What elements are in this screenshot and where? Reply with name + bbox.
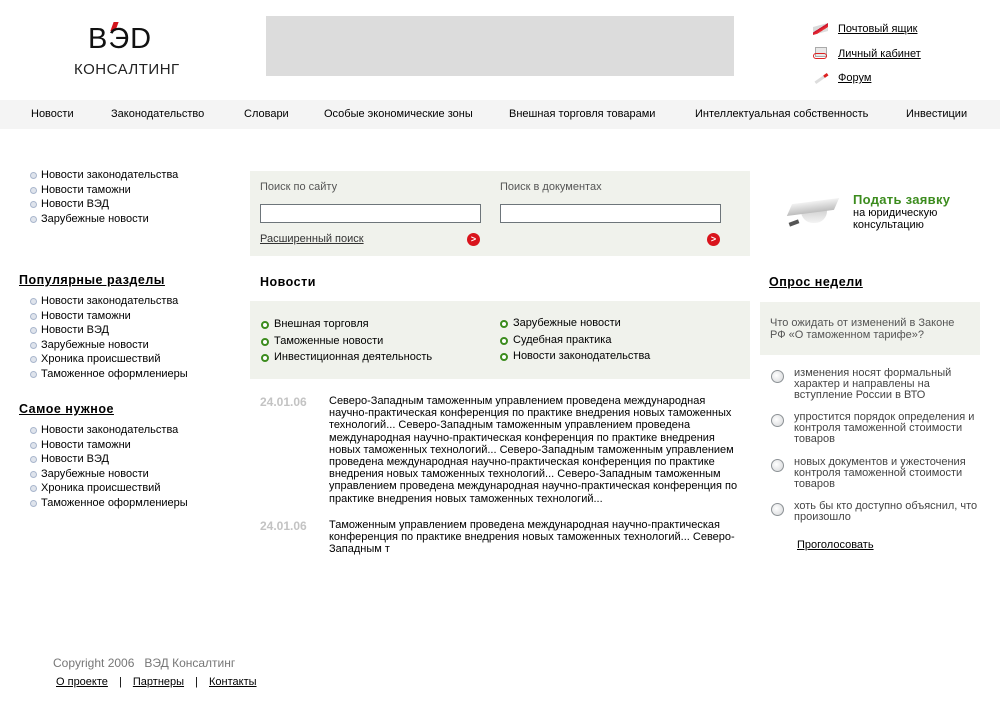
advanced-search-link[interactable]: Расширенный поиск: [260, 233, 364, 245]
news-category-link[interactable]: Новости законодательства: [513, 350, 651, 362]
poll-option-label: новых документов и ужесточения контроля таможенной стоимости товаров: [794, 456, 966, 490]
list-item: [19, 423, 188, 438]
pen-icon: [812, 71, 830, 85]
list-item: [19, 481, 188, 496]
news-categories-right: [499, 316, 650, 366]
sidebar-link[interactable]: Зарубежные новости: [41, 467, 149, 480]
nav-investments[interactable]: Инвестиции: [906, 108, 968, 120]
search-panel: [250, 171, 750, 256]
list-item: [19, 309, 188, 324]
list-item: [499, 333, 650, 350]
forum-link-row: [812, 66, 921, 91]
user-links: [812, 17, 921, 91]
separator: |: [195, 676, 198, 688]
cabinet-link-row: [812, 42, 921, 67]
list-item: [19, 367, 188, 382]
nav-foreign-trade[interactable]: Внешная торговля товарами: [509, 108, 656, 120]
docs-search: [490, 171, 720, 256]
sidebar-link[interactable]: Новости ВЭД: [41, 198, 109, 210]
footer-links: [56, 676, 257, 688]
copyright: Copyright 2006 ВЭД Консалтинг: [53, 656, 236, 670]
news-category-link[interactable]: Таможенные новости: [274, 334, 384, 347]
sidebar-link[interactable]: Хроника происшествий: [41, 353, 161, 365]
list-item: [19, 452, 188, 467]
poll-option-label: изменения носят формальный характер и направлены на вступление России в ВТО: [794, 367, 952, 401]
mail-link[interactable]: Почтовый ящик: [838, 23, 918, 36]
contacts-link[interactable]: Контакты: [209, 676, 257, 688]
consultation-request: [785, 190, 985, 240]
top-links-list: [19, 168, 239, 226]
news-category-link[interactable]: Судебная практика: [513, 333, 612, 346]
radio-button[interactable]: [771, 370, 784, 383]
most-needed-title[interactable]: Самое нужное: [19, 402, 114, 416]
forum-link[interactable]: Форум: [838, 72, 872, 85]
list-item: [260, 317, 432, 334]
list-item: [19, 212, 239, 227]
poll-heading[interactable]: Опрос недели: [769, 275, 863, 289]
nav-special-economic-zones[interactable]: Особые экономические зоны: [324, 108, 473, 120]
sidebar-link[interactable]: Новости таможни: [41, 309, 131, 322]
list-item: [19, 352, 188, 367]
partners-link[interactable]: Партнеры: [132, 676, 185, 688]
radio-button[interactable]: [771, 414, 784, 427]
nav-legislation[interactable]: Законодательство: [111, 108, 205, 120]
sidebar-link[interactable]: Новости таможни: [41, 438, 131, 451]
sidebar-link[interactable]: Зарубежные новости: [41, 212, 149, 225]
mail-link-row: [812, 17, 921, 42]
list-item: [19, 496, 188, 511]
sidebar-link[interactable]: Хроника происшествий: [41, 482, 161, 494]
sidebar-link[interactable]: Новости ВЭД: [41, 324, 109, 336]
news-text[interactable]: Таможенным управлением проведена международная научно-практическая конференция по практике внедрения новых таможенных технологий... Северо-Западным т: [329, 519, 735, 556]
sidebar-link[interactable]: Новости таможни: [41, 183, 131, 196]
chair-icon: [812, 47, 830, 61]
site-search: [250, 171, 480, 256]
docs-search-submit-button[interactable]: >: [707, 233, 720, 246]
news-category-link[interactable]: Инвестиционная деятельность: [274, 351, 433, 363]
news-text[interactable]: Северо-Западным таможенным управлением проведена международная научно-практическая конференция по практике внедрения новых таможенных технологий... Северо-Западным таможенным управлением проведена международная научно-практическая конференция по практике внедрения новых таможенных технологий... Северо-Западным таможенным управлением проведена международная научно-практическая конференция по практике внедрения новых таможенных технологий... Северо-Западным таможенным управлением проведена международная научно-практическая конференция по практике внедрения новых таможенных технологий...: [329, 395, 738, 505]
cabinet-link[interactable]: Личный кабинет: [838, 47, 921, 60]
sidebar-link[interactable]: Новости законодательства: [41, 424, 179, 436]
site-search-label: Поиск по сайту: [260, 181, 338, 193]
popular-sections-list: [19, 294, 188, 381]
list-item: [499, 349, 650, 366]
nav-intellectual-property[interactable]: Интеллектуальная собственность: [695, 108, 869, 120]
most-needed-list: [19, 423, 188, 510]
docs-search-input[interactable]: [500, 204, 721, 223]
docs-search-label: Поиск в документах: [500, 181, 602, 193]
list-item: [19, 294, 188, 309]
news-categories-left: [260, 317, 432, 367]
news-categories: [250, 301, 750, 379]
list-item: [19, 467, 188, 482]
poll-option-label: хоть бы кто доступно объяснил, что произошло: [794, 500, 978, 523]
separator: |: [118, 676, 122, 688]
about-link[interactable]: О проекте: [56, 676, 108, 688]
top-navigation: [0, 100, 1000, 129]
list-item: [499, 316, 650, 333]
apply-description: на юридическую консультацию: [853, 207, 938, 231]
radio-button[interactable]: [771, 459, 784, 472]
news-heading: Новости: [260, 275, 316, 289]
list-item: [19, 168, 239, 183]
list-item: [19, 323, 188, 338]
list-item: [19, 338, 188, 353]
sidebar-link[interactable]: Новости ВЭД: [41, 453, 109, 465]
site-search-submit-button[interactable]: >: [467, 233, 480, 246]
nav-news[interactable]: Новости: [31, 108, 74, 120]
list-item: [260, 350, 432, 367]
news-category-link[interactable]: Внешная торговля: [274, 318, 369, 330]
list-item: [19, 197, 239, 212]
sidebar-link[interactable]: Таможенное оформлениеры: [41, 367, 188, 380]
list-item: [260, 334, 432, 351]
list-item: [19, 183, 239, 198]
apply-link[interactable]: Подать заявку: [853, 192, 951, 207]
left-sidebar: [19, 168, 239, 509]
poll-option-label: упростится порядок определения и контроля таможенной стоимости товаров: [794, 411, 975, 445]
news-date: 24.01.06: [260, 519, 307, 533]
logo[interactable]: [72, 22, 192, 82]
site-search-input[interactable]: [260, 204, 481, 223]
sidebar-link[interactable]: Таможенное оформлениеры: [41, 496, 188, 509]
logo-subtitle: КОНСАЛТИНГ: [74, 61, 180, 78]
sidebar-link[interactable]: Новости законодательства: [41, 295, 179, 307]
nav-dictionaries[interactable]: Словари: [244, 108, 289, 120]
banner-placeholder: [266, 16, 734, 76]
news-category-link[interactable]: Зарубежные новости: [513, 317, 621, 329]
radio-button[interactable]: [771, 503, 784, 516]
poll-question: Что ожидать от изменений в Законе РФ «О таможенном тарифе»?: [760, 302, 980, 355]
graduation-cap-icon: [789, 195, 839, 231]
sidebar-link[interactable]: Зарубежные новости: [41, 338, 149, 351]
mail-icon: [812, 22, 830, 36]
popular-sections-title[interactable]: Популярные разделы: [19, 273, 165, 287]
sidebar-link[interactable]: Новости законодательства: [41, 169, 179, 181]
logo-wordmark: ВЭD: [88, 23, 153, 55]
news-date: 24.01.06: [260, 395, 307, 409]
vote-button[interactable]: Проголосовать: [797, 539, 874, 551]
list-item: [19, 438, 188, 453]
